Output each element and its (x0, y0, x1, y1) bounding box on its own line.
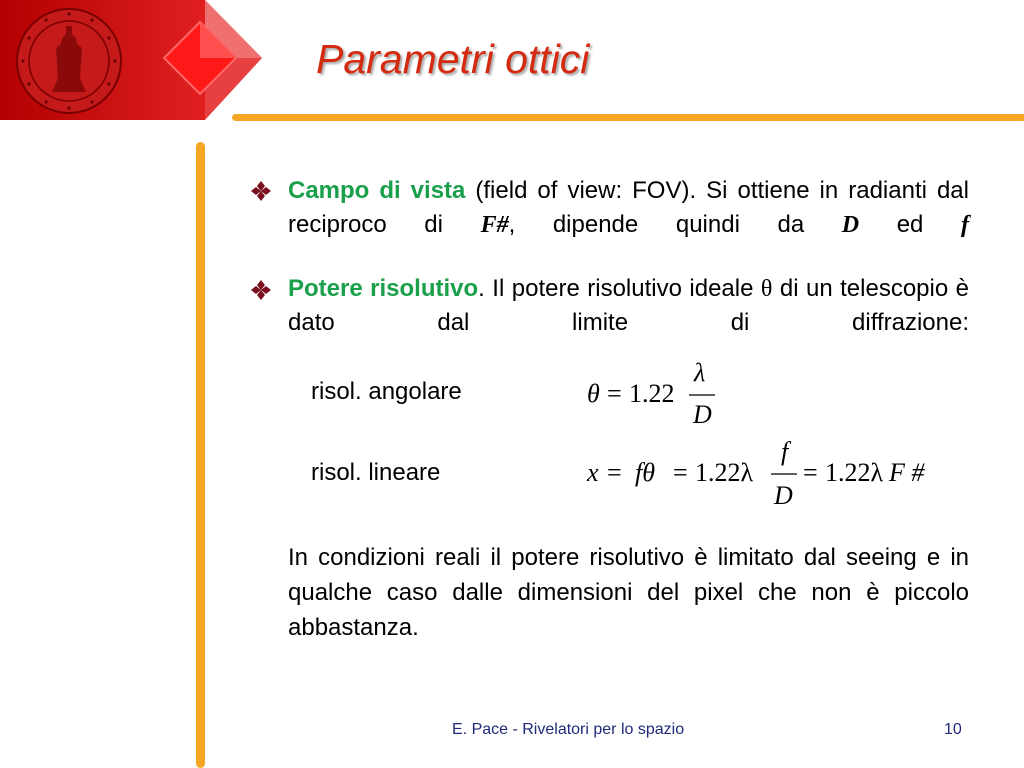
eq-equals: = (607, 379, 622, 408)
bullet-text: , dipende quindi da (508, 211, 842, 238)
diamond-bullet-icon (250, 180, 272, 202)
eq-denominator-d: D (693, 400, 712, 429)
eq-f-theta: fθ (635, 458, 655, 487)
term-campo-di-vista: Campo di vista (288, 177, 466, 204)
slide-title: Parametri ottici (316, 36, 590, 82)
bullet-text: di un telescopio è dato dal limite di diffrazione: (288, 275, 970, 336)
bullet-text: ed (859, 211, 961, 238)
equation-linear-resolution (585, 436, 945, 512)
footer-author: E. Pace - Rivelatori per lo spazio (452, 721, 685, 738)
eq-theta: θ (587, 379, 600, 408)
eq-coefficient-lambda: 1.22λ (825, 458, 884, 487)
bullet-campo-di-vista (288, 174, 969, 276)
eq-denominator-d: D (774, 481, 793, 510)
eq-equals: = (673, 458, 688, 487)
bullet-text: . Il potere risolutivo ideale (478, 275, 761, 302)
symbol-fnumber: F# (480, 212, 509, 238)
equation-angular-resolution (585, 355, 725, 430)
symbol-theta: θ (760, 276, 773, 302)
diamond-bullet-icon (250, 279, 272, 301)
symbol-focal: f (960, 212, 969, 238)
page-number: 10 (944, 721, 962, 738)
left-vertical-rule (196, 142, 205, 768)
eq-numerator-f: f (781, 437, 789, 466)
eq-numerator-lambda: λ (694, 358, 706, 387)
term-potere-risolutivo: Potere risolutivo (288, 275, 479, 302)
label-linear-resolution: risol. lineare (311, 459, 441, 486)
eq-equals: = (803, 458, 818, 487)
symbol-diameter: D (841, 212, 860, 238)
eq-coefficient-lambda: 1.22λ (695, 458, 754, 487)
seeing-paragraph: In condizioni reali il potere risolutivo è limitato dal seeing e in qualche caso dalle dimensioni del pixel che non è piccolo abbastanza. (288, 544, 969, 641)
eq-equals: = (607, 458, 622, 487)
title-underline-rule (232, 114, 1024, 121)
label-angular-resolution: risol. angolare (311, 378, 462, 405)
eq-coefficient: 1.22 (629, 379, 675, 408)
bullet-text: (field of view: FOV). Si ottiene in radianti dal reciproco di (288, 177, 969, 238)
eq-x: x (587, 458, 599, 487)
eq-fnumber: F # (889, 458, 925, 487)
university-seal-logo (14, 6, 124, 116)
